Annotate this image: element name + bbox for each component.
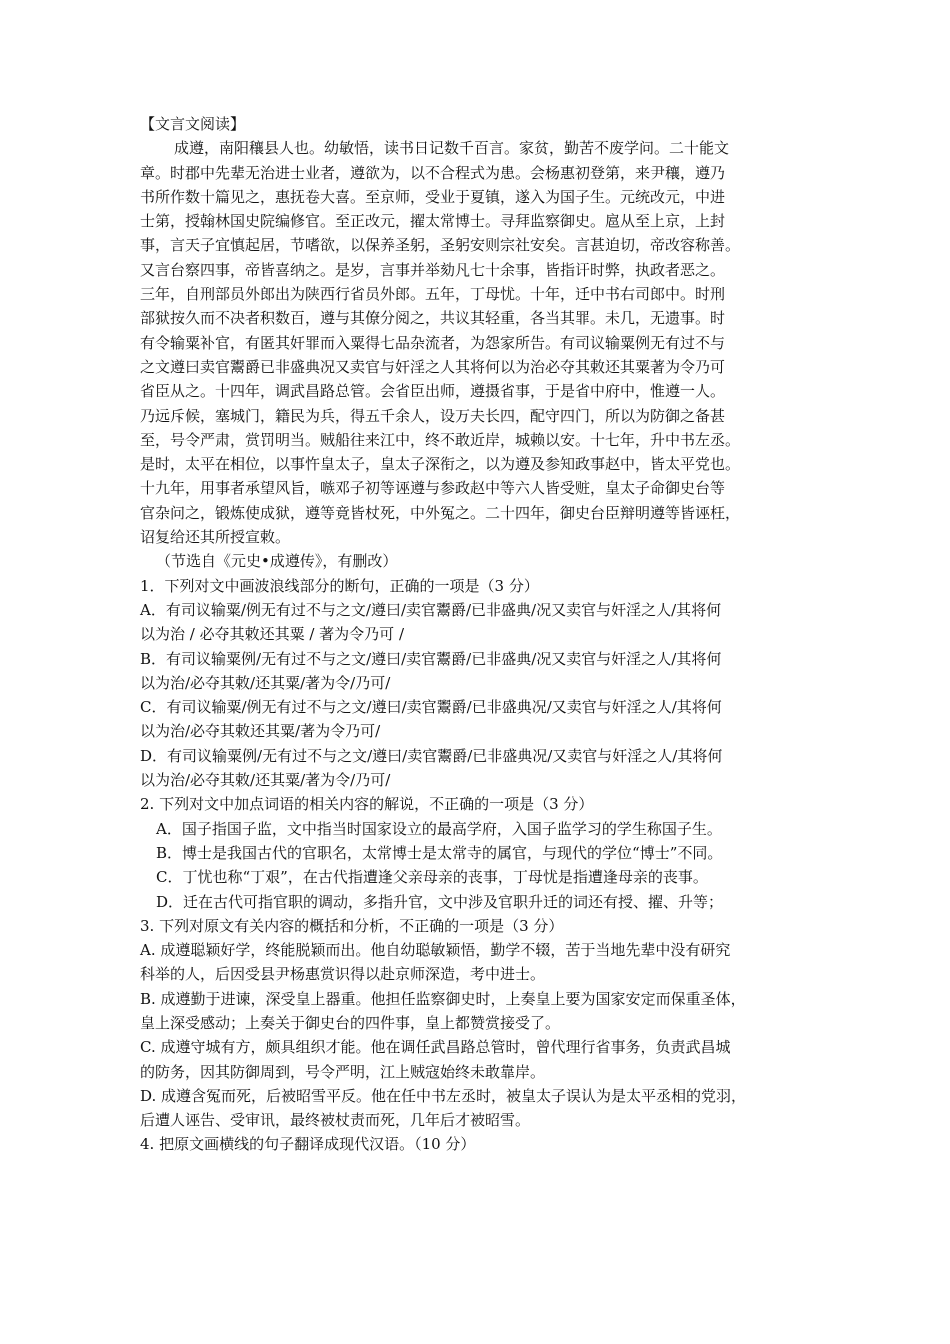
question-stem: 2. 下列对文中加点词语的相关内容的解说，不正确的一项是（3 分） <box>140 795 594 814</box>
option-b: B．有司议输粟例/无有过不与之文/遵曰/卖官鬻爵/已非盛典/况又卖官与奸淫之人/其将何 <box>140 649 722 668</box>
passage-line: 乃远斥候，塞城门，籍民为兵，得五千余人，设万夫长四，配守四门，所以为防御之备甚 <box>140 406 726 425</box>
passage-line: 省臣从之。十四年，调武昌路总管。会省臣出师，遵摄省事，于是省中府中，惟遵一人。 <box>140 382 726 401</box>
option-d: D．有司议输粟例/无有过不与之文/遵曰/卖官鬻爵/已非盛典况/又卖官与奸淫之人/其将何 <box>140 746 723 765</box>
option-d: D. 成遵含冤而死，后被昭雪平反。他在任中书左丞时，被皇太子误认为是太平丞相的党羽， <box>140 1086 747 1105</box>
passage-line: 事，言天子宜慎起居，节嗜欲，以保养圣躬，圣躬安则宗社安矣。言甚迫切，帝改容称善。 <box>140 236 741 255</box>
passage-line: 章。时郡中先辈无治进士业者，遵欲为，以不合程式为患。会杨惠初登第，来尹穰，遵乃 <box>140 163 726 182</box>
passage-line: 至，号令严肃，赏罚明当。贼船往来江中，终不敢近岸，城赖以安。十七年，升中书左丞。 <box>140 430 741 449</box>
option-a-cont: 科举的人，后因受县尹杨惠赏识得以赴京师深造，考中进士。 <box>140 965 546 984</box>
option-c: C．丁忧也称“丁艰”，在古代指遭逢父亲母亲的丧事，丁母忧是指遭逢母亲的丧事。 <box>156 868 708 887</box>
passage-line: 十九年，用事者承望风旨，嗾邓子初等诬遵与参政赵中等六人皆受赃，皇太子命御史台等 <box>140 479 726 498</box>
question-stem: 1．下列对文中画波浪线部分的断句，正确的一项是（3 分） <box>140 576 539 595</box>
option-c-cont: 以为治/必夺其敕还其粟/著为令乃可/ <box>140 722 381 741</box>
option-b: B．博士是我国古代的官职名，太常博士是太常寺的属官，与现代的学位“博士”不同。 <box>156 843 723 862</box>
option-d: D．迁在古代可指官职的调动，多指升官，文中涉及官职升迁的词还有授、擢、升等； <box>156 892 724 911</box>
option-d-cont: 以为治/必夺其敕/还其粟/著为令/乃可/ <box>140 771 391 790</box>
option-a: A．国子指国子监，文中指当时国家设立的最高学府，入国子监学习的学生称国子生。 <box>156 819 722 838</box>
question-4 <box>140 1132 820 1156</box>
option-c-cont: 的防务，因其防御周到，号令严明，江上贼寇始终未敢靠岸。 <box>140 1062 546 1081</box>
question-stem: 4. 把原文画横线的句子翻译成现代汉语。（10 分） <box>140 1135 476 1154</box>
option-a-cont: 以为治 / 必夺其敕还其粟 / 著为令乃可 / <box>140 625 405 644</box>
passage-line: 诏复给还其所授宣敕。 <box>140 528 291 547</box>
option-c: C. 成遵守城有方，颇具组织才能。他在调任武昌路总管时，曾代理行省事务，负责武昌城 <box>140 1038 731 1057</box>
question-2 <box>140 792 820 913</box>
passage-line: 部狱按久而不决者积数百，遵与其僚分阅之，共议其轻重，各当其罪。未几，无遗事。时 <box>140 309 726 328</box>
option-b: B. 成遵勤于进谏，深受皇上器重。他担任监察御史时，上奏皇上要为国家安定而保重圣体， <box>140 989 746 1008</box>
passage-line: 之文遵曰卖官鬻爵已非盛典况又卖官与奸淫之人其将何以为治必夺其敕还其粟著为令乃可 <box>140 357 726 376</box>
passage <box>140 136 820 549</box>
section-title: 【文言文阅读】 <box>140 115 246 133</box>
passage-line: 书所作数十篇见之，惠抚卷大喜。至京师，受业于夏镇，遂入为国子生。元统改元，中进 <box>140 187 726 206</box>
passage-line: 成遵，南阳穰县人也。幼敏悟，读书日记数千百言。家贫，勤苦不废学问。二十能文 <box>174 139 730 158</box>
passage-line: 官杂问之，锻炼使成狱，遵等竟皆杖死，中外冤之。二十四年，御史台臣辩明遵等皆诬枉， <box>140 503 741 522</box>
question-3 <box>140 914 820 1133</box>
exam-page <box>140 112 820 1157</box>
question-stem: 3. 下列对原文有关内容的概括和分析，不正确的一项是（3 分） <box>140 916 564 935</box>
passage-line: 又言台察四事，帝皆喜纳之。是岁，言事并举劾凡七十余事，皆指讦时弊，执政者恶之。 <box>140 260 726 279</box>
passage-line: 有令输粟补官，有匿其奸罪而入粟得七品杂流者，为怨家所告。有司议输粟例无有过不与 <box>140 333 726 352</box>
source-note: （节选自《元史•成遵传》，有删改） <box>156 552 398 571</box>
option-d-cont: 后遭人诬告、受审讯，最终被杖责而死，几年后才被昭雪。 <box>140 1111 531 1130</box>
option-a: A．有司议输粟/例无有过不与之文/遵曰/卖官鬻爵/已非盛典/况又卖官与奸淫之人/其将何 <box>140 600 722 619</box>
option-b-cont: 皇上深受感动；上奏关于御史台的四件事，皇上都赞赏接受了。 <box>140 1013 561 1032</box>
passage-line: 士第，授翰林国史院编修官。至正改元，擢太常博士。寻拜监察御史。扈从至上京，上封 <box>140 212 726 231</box>
passage-line: 三年，自刑部员外郎出为陕西行省员外郎。五年，丁母忧。十年，迁中书右司郎中。时刑 <box>140 285 726 304</box>
question-1 <box>140 574 820 793</box>
option-c: C．有司议输粟/例无有过不与之文/遵曰/卖官鬻爵/已非盛典况/又卖官与奸淫之人/其将何 <box>140 698 722 717</box>
passage-line: 是时，太平在相位，以事忤皇太子，皇太子深衔之，以为遵及参知政事赵中，皆太平党也。 <box>140 455 741 474</box>
option-a: A. 成遵聪颖好学，终能脱颖而出。他自幼聪敏颖悟，勤学不辍，苦于当地先辈中没有研究 <box>140 941 731 960</box>
option-b-cont: 以为治/必夺其敕/还其粟/著为令/乃可/ <box>140 673 391 692</box>
